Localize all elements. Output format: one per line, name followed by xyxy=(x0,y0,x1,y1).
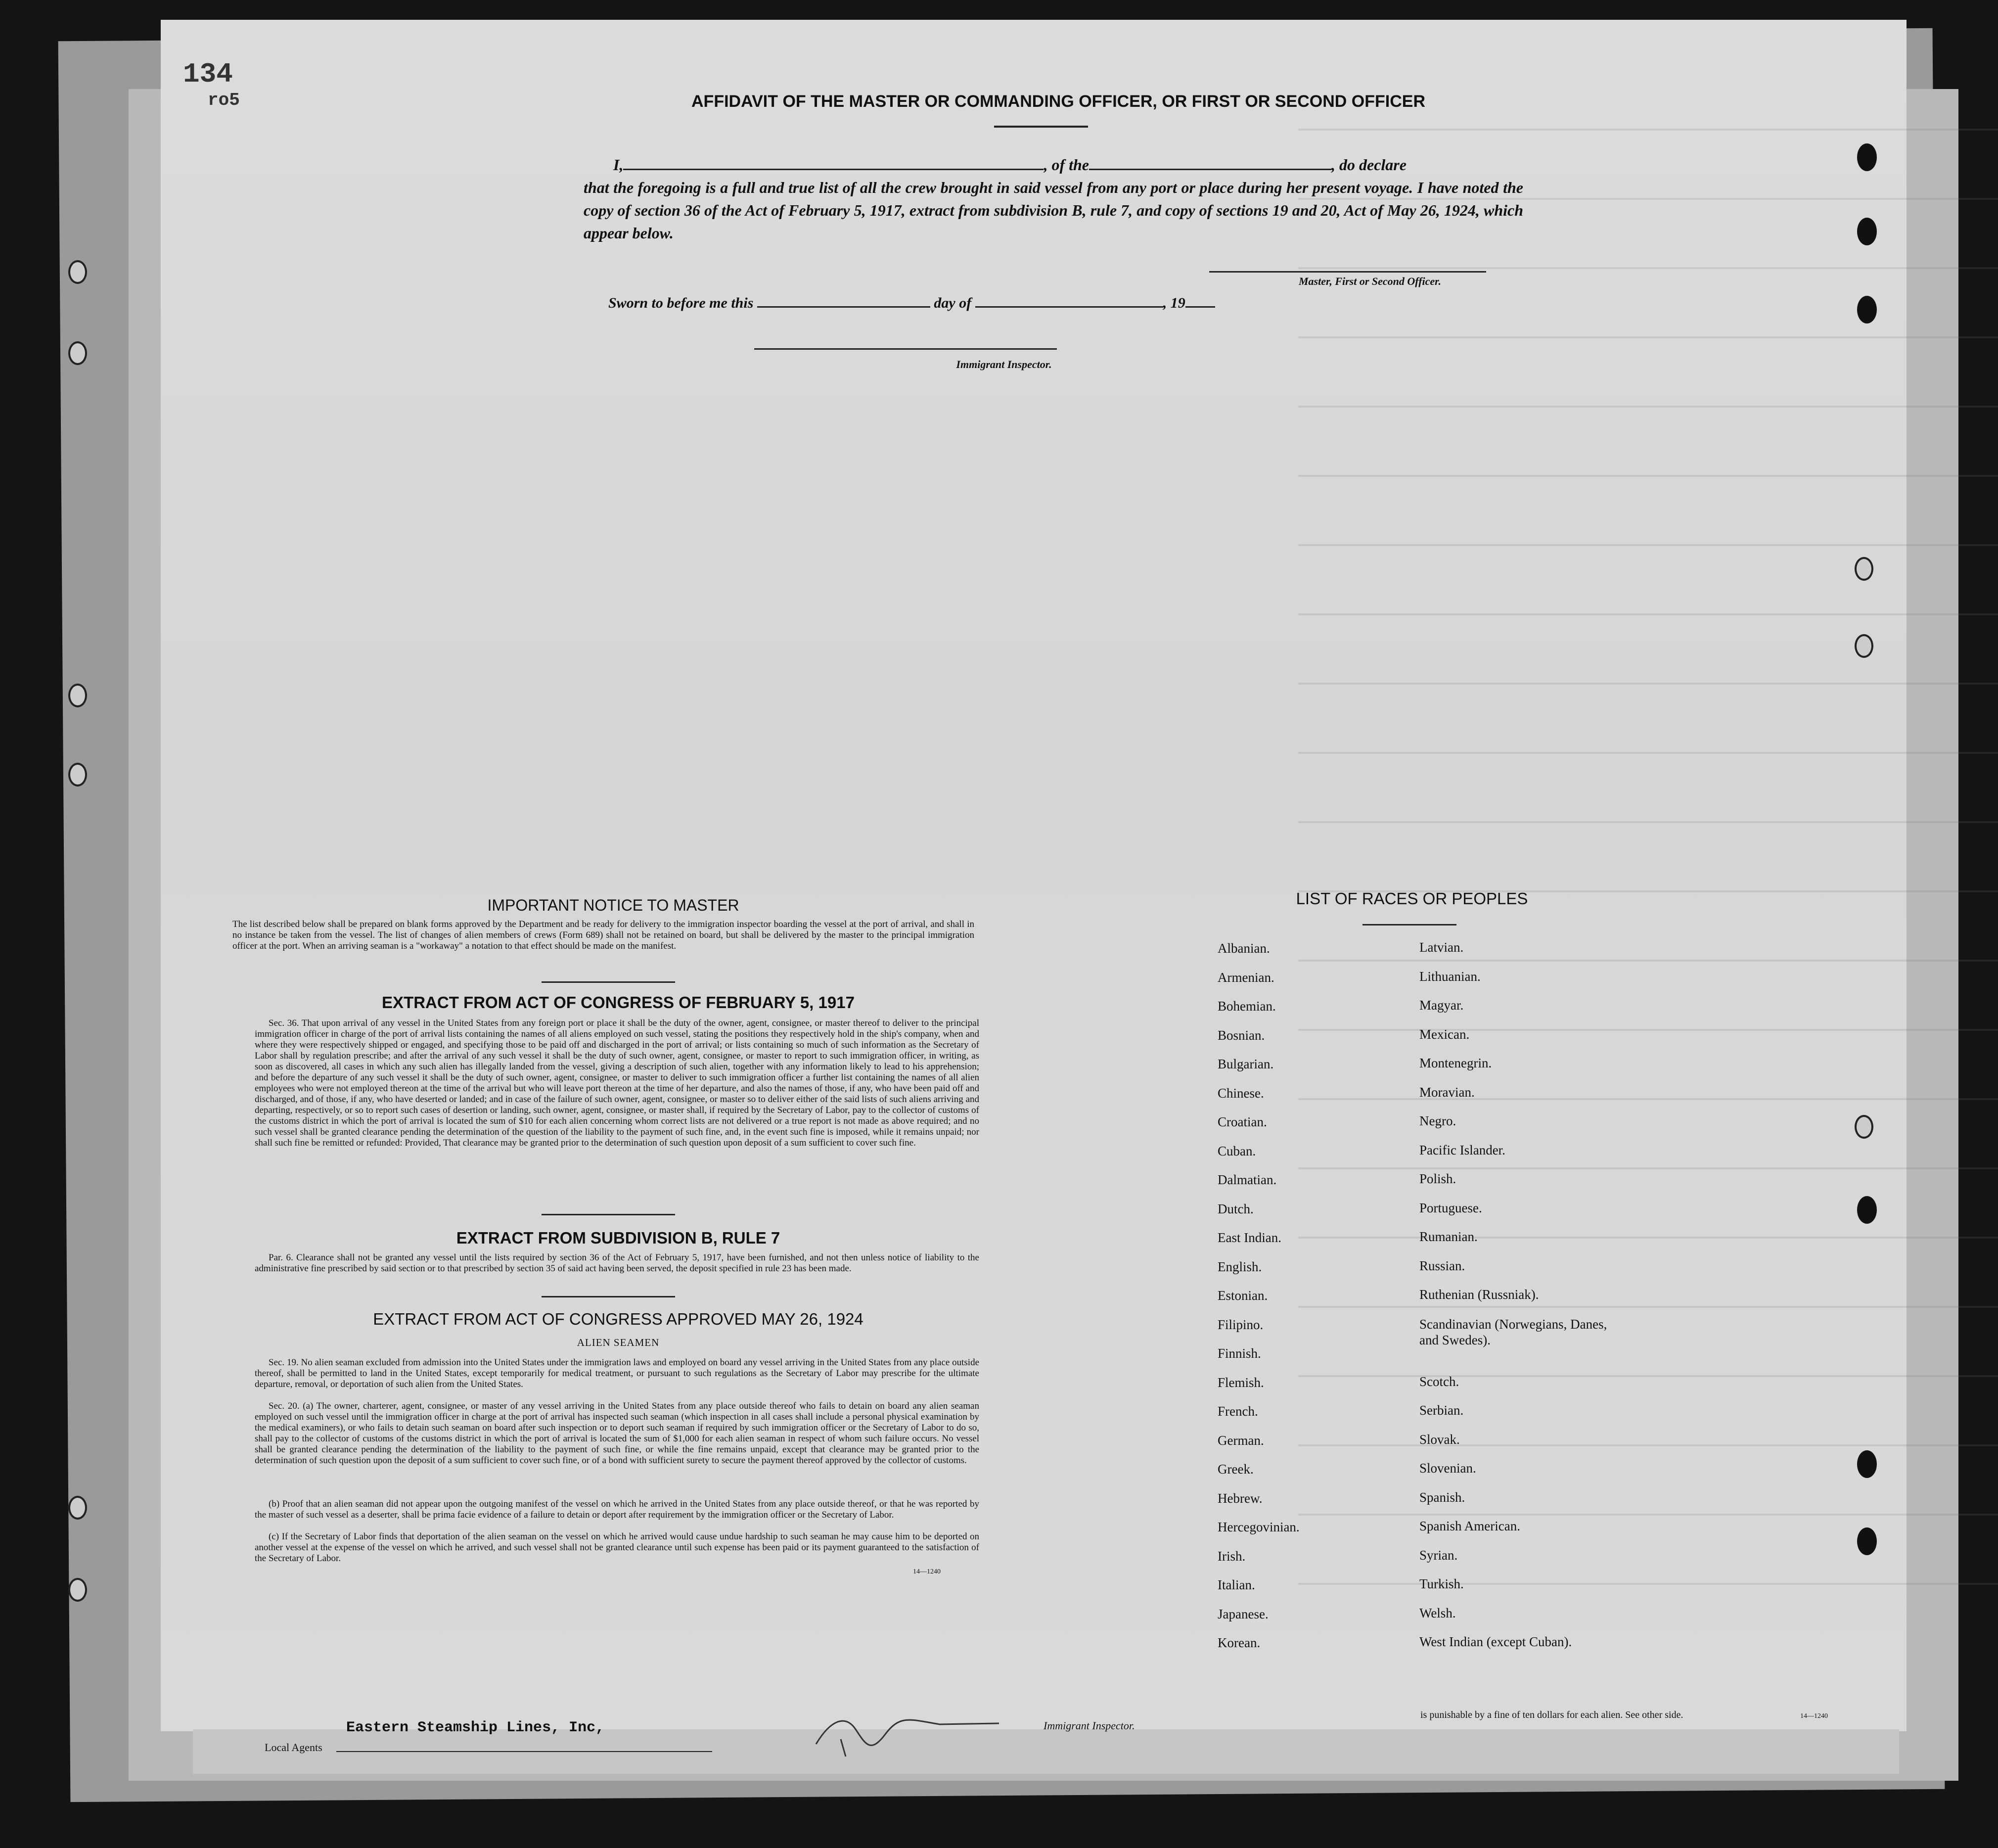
race-item: Portuguese. xyxy=(1419,1200,1482,1215)
binder-hole-left-4 xyxy=(68,763,87,786)
race-item: Italian. xyxy=(1218,1577,1255,1592)
race-item: Bulgarian. xyxy=(1218,1057,1274,1071)
race-item: Dalmatian. xyxy=(1218,1172,1277,1187)
inspector-signature-scrawl xyxy=(811,1709,1068,1759)
binder-hole-right-4 xyxy=(1855,557,1873,581)
bottom-form-number: 14—1240 xyxy=(1800,1712,1828,1720)
races-title-rule xyxy=(1362,924,1456,925)
affidavit-declaration xyxy=(584,153,1523,244)
race-item: Spanish American. xyxy=(1419,1519,1520,1533)
binder-hole-right-1 xyxy=(1857,143,1877,171)
binder-hole-left-3 xyxy=(68,684,87,707)
race-item: Polish. xyxy=(1419,1171,1456,1186)
race-item: Scandinavian (Norwegians, Danes, and Swedes). xyxy=(1419,1316,1607,1347)
binder-hole-right-2 xyxy=(1857,218,1877,245)
corner-page-sub: ro5 xyxy=(208,90,240,110)
race-item: Syrian. xyxy=(1419,1547,1458,1563)
binder-hole-left-2 xyxy=(68,341,87,365)
affidavit-title-rule xyxy=(994,126,1088,128)
race-item: Serbian. xyxy=(1419,1403,1464,1418)
race-item: Estonian. xyxy=(1218,1288,1268,1303)
binder-hole-right-9 xyxy=(1857,1527,1877,1555)
race-item: Finnish. xyxy=(1218,1346,1261,1361)
rule7-text: Par. 6. Clearance shall not be granted any vessel until the lists required by section 36 of the Act of February 5, 1917, have been furnished, and not then unless notice of liability to the administrative fine prescribed by said section or to that prescribed by section 35 of said act having been served, the deposit specified in rule 23 has been made. xyxy=(255,1252,979,1274)
race-item: Japanese. xyxy=(1218,1606,1269,1621)
binder-hole-right-5 xyxy=(1855,634,1873,658)
races-list-left xyxy=(1218,941,1300,1664)
race-item: English. xyxy=(1218,1259,1262,1274)
race-item: Hercegovinian. xyxy=(1218,1520,1300,1534)
affidavit-i-label: I, xyxy=(613,156,624,174)
race-item: Croatian. xyxy=(1218,1114,1267,1129)
local-agent-name: Eastern Steamship Lines, Inc, xyxy=(346,1719,605,1736)
race-item: Filipino. xyxy=(1218,1317,1264,1332)
race-item: French. xyxy=(1218,1404,1258,1419)
race-item: Mexican. xyxy=(1419,1026,1470,1042)
extract-1924-sec20a: Sec. 20. (a) The owner, charterer, agent, consignee, or master of any vessel arriving in the United States from any place outside thereof who fails to detain on board any alien seaman employed on such vessel until the immigration officer in charge at the port of arrival has inspected such seaman (which inspection in all cases shall include a personal physical examination by the medical examiners), or who fails to detain such seaman on board after such inspection or to deport such seaman if required by such immigration officer or the Secretary of Labor to do so, shall pay to the collector of customs of the customs district in which the port of arrival is located the sum of $1,000 for each alien seaman in respect of whom such failure occurs. No vessel shall be granted clearance pending the determination of the liability to the payment of such fine, or while the fine remains unpaid, except that clearance may be granted prior to the determination of such question upon the deposit of a sum sufficient to cover such fine, or of a bond with sufficient surety to secure the payment thereof approved by the collector of customs. xyxy=(255,1401,979,1466)
sworn-line xyxy=(608,295,1215,312)
binder-hole-right-7 xyxy=(1857,1196,1877,1224)
race-item: Cuban. xyxy=(1218,1143,1256,1158)
affidavit-do-declare-label: , do declare xyxy=(1331,156,1407,174)
race-item: West Indian (except Cuban). xyxy=(1419,1634,1572,1649)
extract-1924-title: EXTRACT FROM ACT OF CONGRESS APPROVED MAY 26, 1924 xyxy=(373,1310,863,1328)
extract-1924-sec20b: (b) Proof that an alien seaman did not appear upon the outgoing manifest of the vessel on which he arrived in the United States from any place outside thereof, or that he was reported by the master of such vessel as a deserter, shall be prima facie evidence of a failure to detain or deport after requirement by the immigration officer or the Secretary of Labor. xyxy=(255,1499,979,1520)
binder-hole-right-6 xyxy=(1855,1115,1873,1139)
local-agents-label: Local Agents xyxy=(265,1741,322,1754)
day-of-label: day of xyxy=(934,295,972,311)
extract-1917-title: EXTRACT FROM ACT OF CONGRESS OF FEBRUARY 5, 1917 xyxy=(382,993,855,1012)
extract-1917-rule xyxy=(542,1214,675,1215)
extract-1924-sec19: Sec. 19. No alien seaman excluded from admission into the United States under the immigration laws and employed on board any vessel arriving in the United States from any place outside thereof, shall be permitted to land in the United States, except temporarily for medical treatment, or pursuant to such regulations as the Secretary of Labor may prescribe for the ultimate departure, removal, or deportation of such alien from the United States. xyxy=(255,1357,979,1389)
race-item: Pacific Islander. xyxy=(1419,1142,1505,1157)
race-item: Armenian. xyxy=(1218,970,1274,985)
binder-hole-left-6 xyxy=(68,1578,87,1602)
bottom-fine-note: is punishable by a fine of ten dollars for each alien. See other side. xyxy=(1420,1709,1683,1720)
binder-hole-left-1 xyxy=(68,260,87,284)
race-item: Korean. xyxy=(1218,1635,1261,1650)
race-item: Latvian. xyxy=(1419,940,1464,955)
race-item: Ruthenian (Russniak). xyxy=(1419,1287,1539,1302)
year-label: , 19 xyxy=(1163,295,1185,311)
race-item: German. xyxy=(1218,1432,1264,1448)
sworn-month-line[interactable] xyxy=(975,306,1163,308)
rule7-title: EXTRACT FROM SUBDIVISION B, RULE 7 xyxy=(456,1229,780,1247)
corner-page-number: 134 xyxy=(183,58,233,90)
race-item: Montenegrin. xyxy=(1419,1056,1492,1070)
vessel-name-line[interactable] xyxy=(1089,169,1331,170)
notice-title: IMPORTANT NOTICE TO MASTER xyxy=(487,896,739,914)
extract-1924-sec20c: (c) If the Secretary of Labor finds that deportation of the alien seaman on the vessel on which he arrived would cause undue hardship to such seaman he may cause him to be deported on another vessel at the expense of the vessel on which he arrived, and such vessel shall not be granted clearance until such expense has been paid or its payment guaranteed to the satisfaction of the Secretary of Labor. xyxy=(255,1531,979,1564)
race-item: East Indian. xyxy=(1218,1230,1281,1245)
bleed-through-crew-list xyxy=(1298,94,1998,1603)
sworn-label: Sworn to before me this xyxy=(608,295,754,311)
local-agent-line xyxy=(336,1751,712,1752)
binder-hole-right-3 xyxy=(1857,296,1877,323)
sworn-year-line[interactable] xyxy=(1185,306,1215,308)
alien-seamen-subtitle: ALIEN SEAMEN xyxy=(577,1337,660,1348)
race-item: Magyar. xyxy=(1419,998,1464,1013)
race-item: Scotch. xyxy=(1419,1374,1459,1389)
affidavit-first-line xyxy=(584,153,1523,176)
race-item: Albanian. xyxy=(1218,941,1270,956)
affidavit-title: AFFIDAVIT OF THE MASTER OR COMMANDING OFFICER, OR FIRST OR SECOND OFFICER xyxy=(691,92,1425,111)
races-title: LIST OF RACES OR PEOPLES xyxy=(1296,889,1528,908)
race-item: Greek. xyxy=(1218,1462,1254,1477)
race-item: Bosnian. xyxy=(1218,1027,1265,1043)
master-signature-line[interactable] xyxy=(1209,271,1486,273)
notice-rule xyxy=(542,981,675,983)
race-item: Slovak. xyxy=(1419,1432,1460,1447)
affidavit-body-text: that the foregoing is a full and true list of all the crew brought in said vessel from any port or place during her present voyage. I have noted the copy of section 36 of the Act of February 5, 1917, extract from subdivision B, rule 7, and copy of sections 19 and 20, Act of May 26, 1924, which appear below. xyxy=(584,179,1523,242)
race-item: Dutch. xyxy=(1218,1201,1254,1216)
race-item: Chinese. xyxy=(1218,1085,1264,1101)
inspector-signature-label: Immigrant Inspector. xyxy=(956,358,1052,370)
races-list-right xyxy=(1419,940,1627,1663)
master-signature-label: Master, First or Second Officer. xyxy=(1298,275,1442,287)
race-item: Irish. xyxy=(1218,1548,1246,1564)
race-item: Russian. xyxy=(1419,1258,1465,1273)
race-item: Moravian. xyxy=(1419,1084,1475,1100)
sworn-day-line[interactable] xyxy=(757,306,930,308)
race-item: Welsh. xyxy=(1419,1605,1456,1620)
binder-hole-right-8 xyxy=(1857,1450,1877,1478)
race-item: Slovenian. xyxy=(1419,1461,1476,1476)
race-item: Negro. xyxy=(1419,1113,1456,1128)
rule7-rule xyxy=(542,1296,675,1297)
race-item: Bohemian. xyxy=(1218,999,1276,1014)
race-item: Hebrew. xyxy=(1218,1490,1263,1506)
race-item: Flemish. xyxy=(1218,1375,1264,1390)
affidavit-sheet xyxy=(161,20,1907,1731)
extract-1917-text: Sec. 36. That upon arrival of any vessel in the United States from any foreign port or place it shall be the duty of the owner, agent, consignee, or master thereof to deliver to the principal immigration officer in charge of the port of arrival lists containing the names of all aliens employed on such vessel, stating the positions they respectively hold in the ship's company, when and where they were respectively shipped or engaged, and specifying those to be paid off and discharged in the port of arrival; or lists containing so much of such information as the Secretary of Labor shall by regulation prescribe; and after the arrival of any such vessel it shall be the duty of such owner, agent, consignee, or master to report to such immigration officer, in writing, as soon as discovered, all cases in which any such alien has illegally landed from the vessel, giving a description of such alien, together with any information likely to lead to his apprehension; and before the departure of any such vessel it shall be the duty of such owner, agent, consignee, or master to deliver to such immigration officer a further list containing the names of all alien employees who were not employed thereon at the time of the arrival but who will leave port thereon at the time of her departure, and also the names of those, if any, who have been paid off and discharged, and of those, if any, who have deserted or landed; and in case of the failure of such owner, agent, consignee, or master so to deliver either of the said lists of such aliens arriving and departing, respectively, or so to report such cases of desertion or landing, such owner, agent, consignee, or master shall, if required by the Secretary of Labor, pay to the collector of customs of the customs district in which the port of arrival is located the sum of $10 for each alien concerning whom correct lists are not delivered or a true report is not made as above required; and no such vessel shall be granted clearance pending the determination of the question of the liability to the payment of such fine, and, in the event such fine is imposed, while it remains unpaid; nor shall such fine be remitted or refunded: Provided, That clearance may be granted prior to the determination of such question upon deposit of a sum sufficient to cover such fine. xyxy=(255,1018,979,1148)
race-item: Spanish. xyxy=(1419,1489,1465,1505)
race-item: Lithuanian. xyxy=(1419,969,1481,984)
notice-text: The list described below shall be prepared on blank forms approved by the Department and be ready for delivery to the immigration inspector boarding the vessel at the port of arrival, and shall in no instance be taken from the vessel. The list of changes of alien members of crews (Form 689) shall not be retained on board, but shall be delivered by the master to the principal immigration officer at the port. When an arriving seaman is a "workaway" a notation to that effect should be made on the manifest. xyxy=(232,919,974,951)
race-item: Rumanian. xyxy=(1419,1229,1478,1244)
binder-hole-left-5 xyxy=(68,1496,87,1520)
bottom-inspector-label: Immigrant Inspector. xyxy=(1044,1719,1135,1732)
extract-form-number: 14—1240 xyxy=(913,1568,941,1575)
affidavit-of-the-label: , of the xyxy=(1044,156,1089,174)
inspector-signature-line[interactable] xyxy=(754,348,1057,350)
master-name-line[interactable] xyxy=(623,169,1044,170)
race-item: Turkish. xyxy=(1419,1576,1464,1591)
